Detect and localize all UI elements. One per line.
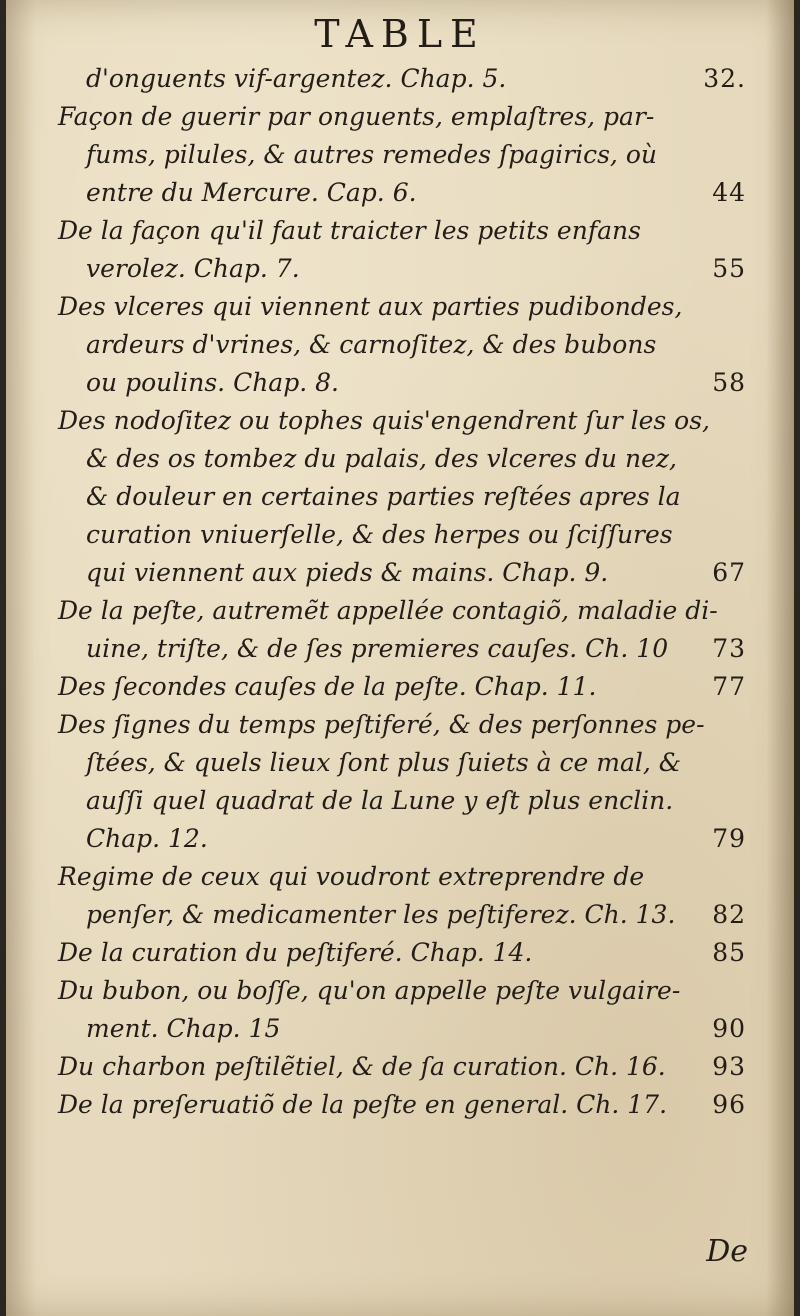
entry-line: penſer, & medicamenter les peſtiferez. Ch. 13. <box>86 900 676 929</box>
entry-line: verolez. Chap. 7. <box>86 254 300 283</box>
entry-line: Du bubon, ou boſſe, qu'on appelle peſte vulgaire- <box>58 976 681 1005</box>
page-number: 32. <box>703 64 746 93</box>
toc-entry <box>58 668 748 706</box>
entry-line: De la curation du peſtiferé. Chap. 14. <box>58 938 533 967</box>
running-head: TABLE <box>314 12 486 56</box>
entry-line: Du charbon peſtilẽtiel, & de ſa curation. Ch. 16. <box>58 1052 666 1081</box>
entry-line: Des ſignes du temps peſtiferé, & des perſonnes pe- <box>58 710 705 739</box>
page-number: 85 <box>712 938 746 967</box>
entry-line: entre du Mercure. Cap. 6. <box>86 178 417 207</box>
page-number: 93 <box>712 1052 746 1081</box>
entry-line: ardeurs d'vrines, & carnoſitez, & des bubons <box>86 330 657 359</box>
page-number: 44 <box>712 178 746 207</box>
page-number: 73 <box>712 634 746 663</box>
entry-line: d'onguents vif-argentez. Chap. 5. <box>86 64 507 93</box>
page-number: 77 <box>712 672 746 701</box>
catchword: De <box>706 1234 748 1269</box>
page-number: 58 <box>712 368 746 397</box>
entry-line: Des vlceres qui viennent aux parties pudibondes, <box>58 292 683 321</box>
entry-line: ment. Chap. 15 <box>86 1014 281 1043</box>
page-number: 55 <box>712 254 746 283</box>
toc-entry <box>58 98 748 212</box>
entry-line: Chap. 12. <box>86 824 208 853</box>
toc-entry <box>58 934 748 972</box>
entry-line: De la preſeruatiõ de la peſte en general. Ch. 17. <box>58 1090 668 1119</box>
entry-line: & des os tombez du palais, des vlceres du nez, <box>86 444 677 473</box>
entry-line: qui viennent aux pieds & mains. Chap. 9. <box>86 558 609 587</box>
entry-line: uine, triſte, & de ſes premieres cauſes. Ch. 10 <box>86 634 669 663</box>
toc-entry <box>58 288 748 402</box>
page-number: 67 <box>712 558 746 587</box>
toc-entry <box>58 706 748 858</box>
entry-line: fums, pilules, & autres remedes ſpagirics, où <box>86 140 657 169</box>
toc-entry <box>58 212 748 288</box>
entry-line: ſtées, & quels lieux ſont plus ſuiets à ce mal, & <box>86 748 682 777</box>
page-number: 96 <box>712 1090 746 1119</box>
toc-entry <box>58 402 748 592</box>
page-number: 82 <box>712 900 746 929</box>
entry-line: De la façon qu'il faut traicter les petits enfans <box>58 216 641 245</box>
entry-line: & douleur en certaines parties reſtées apres la <box>86 482 681 511</box>
entry-line: Regime de ceux qui voudront extreprendre de <box>58 862 645 891</box>
entry-line: Des ſecondes cauſes de la peſte. Chap. 11. <box>58 672 597 701</box>
toc-entry <box>58 858 748 934</box>
entry-line: auſſi quel quadrat de la Lune y eſt plus enclin. <box>86 786 674 815</box>
entry-line: curation vniuerſelle, & des herpes ou ſciſſures <box>86 520 673 549</box>
entry-line: Façon de guerir par onguents, emplaſtres, par- <box>58 102 655 131</box>
entry-line: ou poulins. Chap. 8. <box>86 368 339 397</box>
toc-entry <box>58 592 748 668</box>
page-number: 79 <box>712 824 746 853</box>
entry-line: Des nodoſitez ou tophes quis'engendrent ſur les os, <box>58 406 710 435</box>
entry-line: De la peſte, autremẽt appellée contagiõ, maladie di- <box>58 596 718 625</box>
page-number: 90 <box>712 1014 746 1043</box>
toc-entry <box>58 60 748 98</box>
table-of-contents-continued <box>58 1010 748 1240</box>
